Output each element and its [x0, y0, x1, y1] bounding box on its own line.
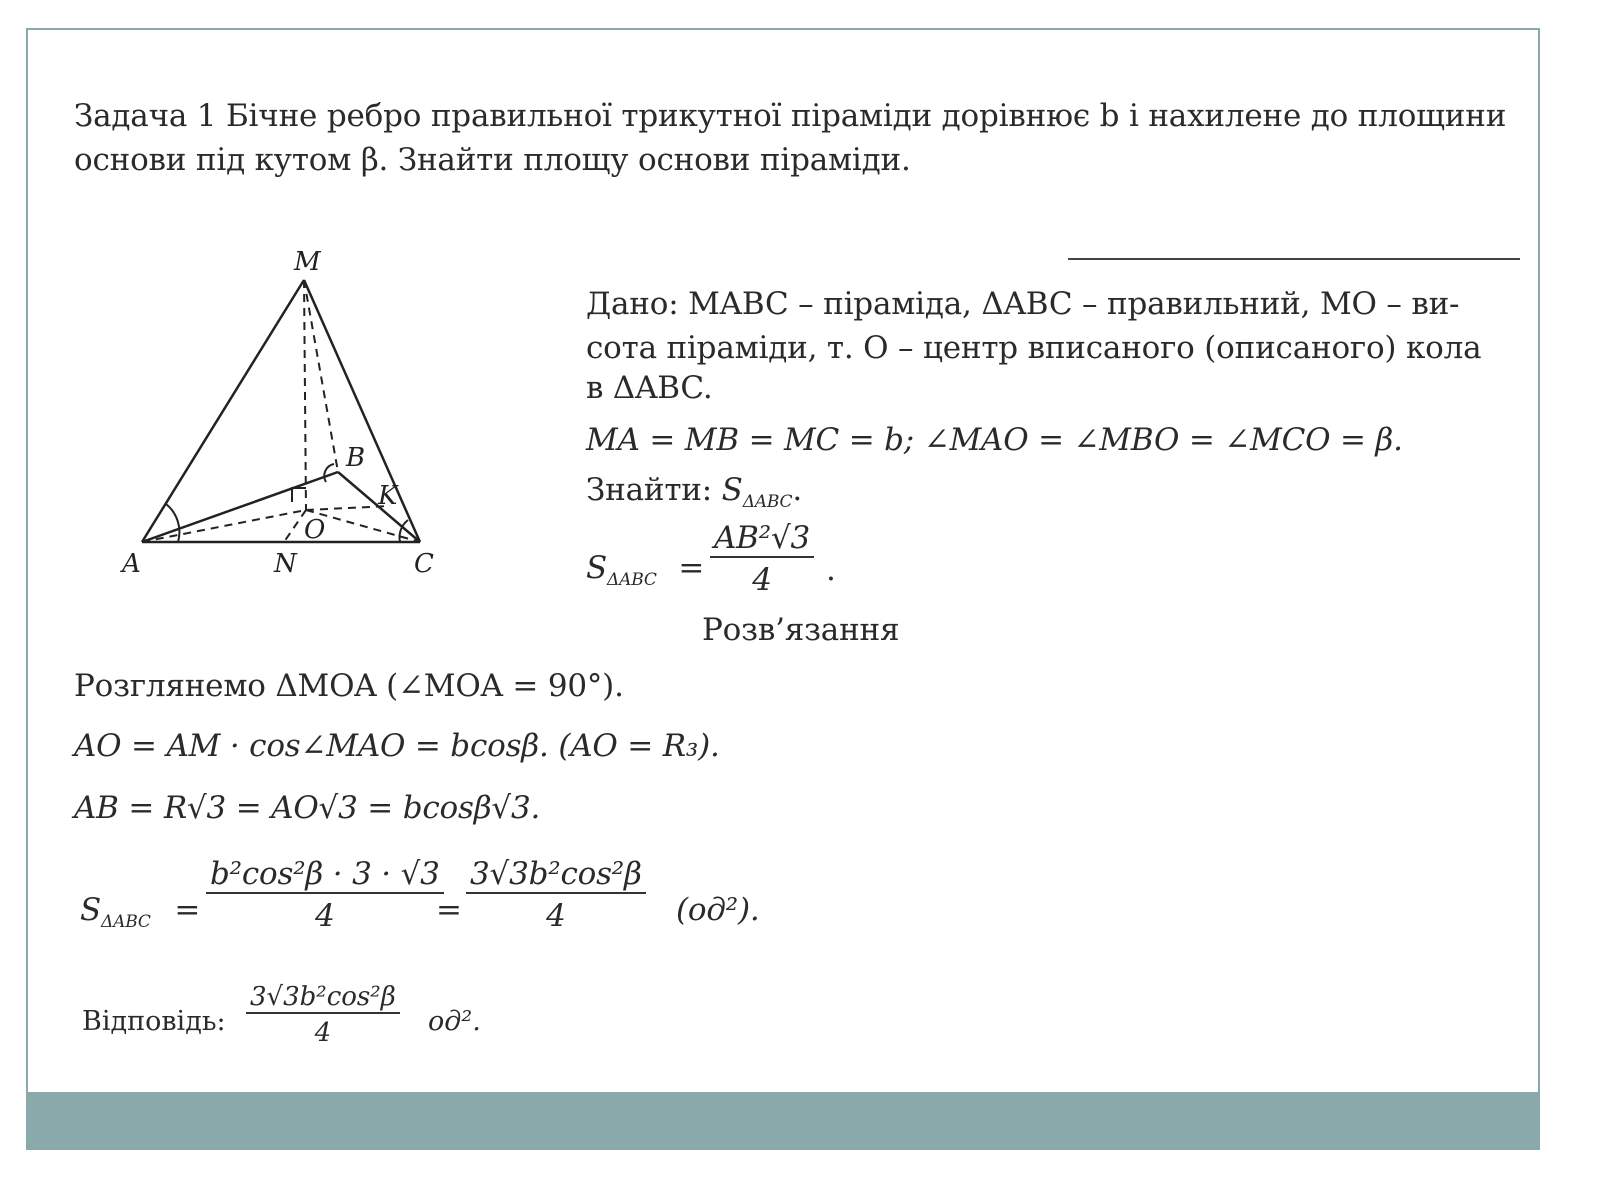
- label-K: K: [378, 481, 398, 511]
- given-formula-end: .: [826, 552, 836, 588]
- area-denominator-2: 4: [546, 898, 566, 934]
- right-angle-mark: [292, 488, 306, 502]
- given-line-2: сота піраміди, т. O – центр вписаного (описаного) кола: [586, 330, 1482, 366]
- problem-line-2: основи під кутом β. Знайти площу основи піраміди.: [74, 142, 911, 178]
- given-formula-sub: ΔABC: [607, 570, 657, 591]
- find-symbol: S: [721, 472, 743, 508]
- label-O: O: [304, 515, 326, 545]
- area-sub: ΔABC: [101, 912, 151, 933]
- given-formula-eq: =: [678, 550, 705, 586]
- area-fraction-1: [206, 856, 444, 934]
- solution-line-3: AB = R√3 = AO√3 = bcosβ√3.: [74, 790, 541, 826]
- find-label: Знайти:: [586, 472, 712, 508]
- answer-denominator: 4: [314, 1018, 332, 1048]
- given-formula-S: S: [586, 550, 608, 586]
- given-line-3: в ΔABC.: [586, 370, 713, 406]
- area-eq-1: =: [174, 892, 201, 928]
- segment-AO: [142, 510, 306, 542]
- pyramid-diagram: [108, 240, 488, 630]
- area-denominator-1: 4: [315, 898, 335, 934]
- area-lhs: [80, 892, 200, 932]
- label-N: N: [274, 549, 297, 579]
- area-fraction-2: [466, 856, 646, 934]
- find-sub: ΔABC: [742, 492, 793, 513]
- solution-line-1: Розглянемо ΔMOA (∠MOA = 90°).: [74, 668, 624, 704]
- area-S: S: [80, 892, 102, 928]
- find-line: [586, 472, 802, 512]
- height-MO: [304, 280, 306, 510]
- label-M: M: [294, 247, 321, 277]
- given-line-4: MA = MB = MC = b; ∠MAO = ∠MBO = ∠MCO = β.: [586, 422, 1403, 458]
- given-formula-numerator: AB²√3: [710, 520, 814, 558]
- solution-heading: Розв’язання: [702, 612, 900, 648]
- divider-line: [1068, 258, 1520, 260]
- label-B: B: [346, 443, 366, 473]
- given-formula-denominator: 4: [752, 562, 772, 598]
- label-C: C: [414, 549, 434, 579]
- slide: [26, 28, 1540, 1150]
- area-numerator-1: b²cos²β · 3 · √3: [206, 856, 444, 894]
- answer-label: Відповідь:: [82, 1006, 226, 1037]
- edge-MC: [304, 280, 420, 542]
- segment-ON: [284, 510, 306, 542]
- footer-band: [28, 1092, 1538, 1148]
- solution-line-2: AO = AM · cos∠MAO = bcosβ. (AO = R₃).: [74, 728, 720, 764]
- problem-line-1: Задача 1 Бічне ребро правильної трикутної піраміди дорівнює b і нахилене до площини: [74, 98, 1507, 134]
- answer-unit: од².: [428, 1006, 481, 1037]
- area-numerator-2: 3√3b²cos²β: [466, 856, 646, 894]
- given-formula-fraction: [710, 520, 814, 598]
- label-A: A: [122, 549, 141, 579]
- edge-MA: [142, 280, 304, 542]
- edge-MB: [304, 280, 338, 472]
- area-unit: (од²).: [676, 892, 760, 928]
- area-eq-2: =: [436, 892, 462, 928]
- answer-fraction: [246, 982, 400, 1048]
- answer-numerator: 3√3b²cos²β: [246, 982, 400, 1014]
- given-line-1: Дано: MABC – піраміда, ΔABC – правильний, MO – ви-: [586, 286, 1460, 322]
- given-formula-lhs: [586, 550, 704, 590]
- find-dot: .: [792, 472, 803, 508]
